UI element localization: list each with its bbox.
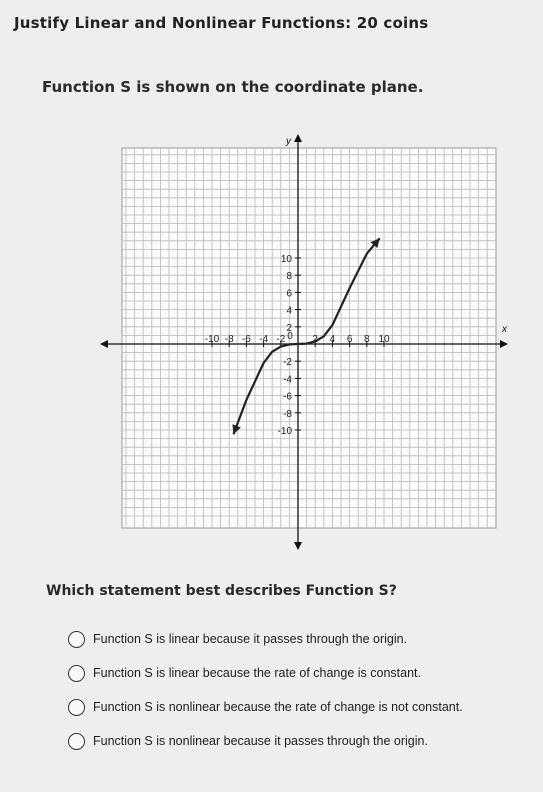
x-tick-label: 4 xyxy=(329,334,336,345)
x-tick-label: -8 xyxy=(224,334,234,345)
question-prefix: Which statement xyxy=(46,583,181,599)
y-tick-label: -2 xyxy=(283,357,292,369)
y-tick-label: -10 xyxy=(277,426,292,437)
x-tick-label: -6 xyxy=(241,334,251,345)
graph-svg xyxy=(100,132,512,552)
y-tick-label: 10 xyxy=(280,254,292,265)
y-tick-label: 6 xyxy=(286,288,292,300)
answer-option-label: Function S is nonlinear because the rate of change is not constant. xyxy=(93,700,463,714)
x-tick-label: 0 xyxy=(287,331,293,342)
y-axis-up-arrow xyxy=(294,134,302,142)
grid-background xyxy=(122,148,496,528)
x-tick-label: 8 xyxy=(364,334,370,345)
y-tick-label: 8 xyxy=(286,271,292,283)
y-tick-label: -6 xyxy=(283,391,292,403)
x-tick-label: 10 xyxy=(378,334,390,345)
question-emphasis: best xyxy=(185,583,221,599)
answer-option-3[interactable] xyxy=(68,690,528,724)
answer-option-label: Function S is nonlinear because it passes through the origin. xyxy=(93,734,428,748)
answer-option-label: Function S is linear because the rate of change is constant. xyxy=(93,666,421,680)
radio-button[interactable] xyxy=(68,699,85,716)
title-text: Justify Linear and Nonlinear Functions: xyxy=(14,14,352,32)
x-axis-left-arrow xyxy=(100,340,108,348)
y-tick-label: -8 xyxy=(283,408,292,420)
y-axis-down-arrow xyxy=(294,542,302,550)
y-tick-label: -4 xyxy=(283,374,292,386)
answer-option-label: Function S is linear because it passes through the origin. xyxy=(93,632,408,646)
prompt-text: Function S is shown on the coordinate plane. xyxy=(42,78,424,96)
x-tick-label: -4 xyxy=(259,334,269,345)
x-axis-right-arrow xyxy=(500,340,508,348)
page-title xyxy=(14,14,428,32)
y-axis-label: y xyxy=(286,136,291,147)
x-tick-label: 6 xyxy=(346,334,353,345)
answer-option-1[interactable] xyxy=(68,622,528,656)
answer-options xyxy=(68,622,528,758)
radio-button[interactable] xyxy=(68,631,85,648)
coordinate-plane xyxy=(100,132,512,552)
question-suffix: describes Function S? xyxy=(225,583,397,599)
answer-option-4[interactable] xyxy=(68,724,528,758)
x-axis-label: x xyxy=(502,324,507,335)
x-tick-label: -2 xyxy=(276,334,286,345)
y-tick-label: 4 xyxy=(286,305,292,317)
question-text xyxy=(46,583,397,599)
radio-button[interactable] xyxy=(68,733,85,750)
coin-reward: 20 coins xyxy=(356,14,429,32)
y-tick-label: 2 xyxy=(286,322,292,334)
x-tick-label: 2 xyxy=(312,334,318,345)
x-tick-label: -10 xyxy=(204,334,220,345)
radio-button[interactable] xyxy=(68,665,85,682)
answer-option-2[interactable] xyxy=(68,656,528,690)
